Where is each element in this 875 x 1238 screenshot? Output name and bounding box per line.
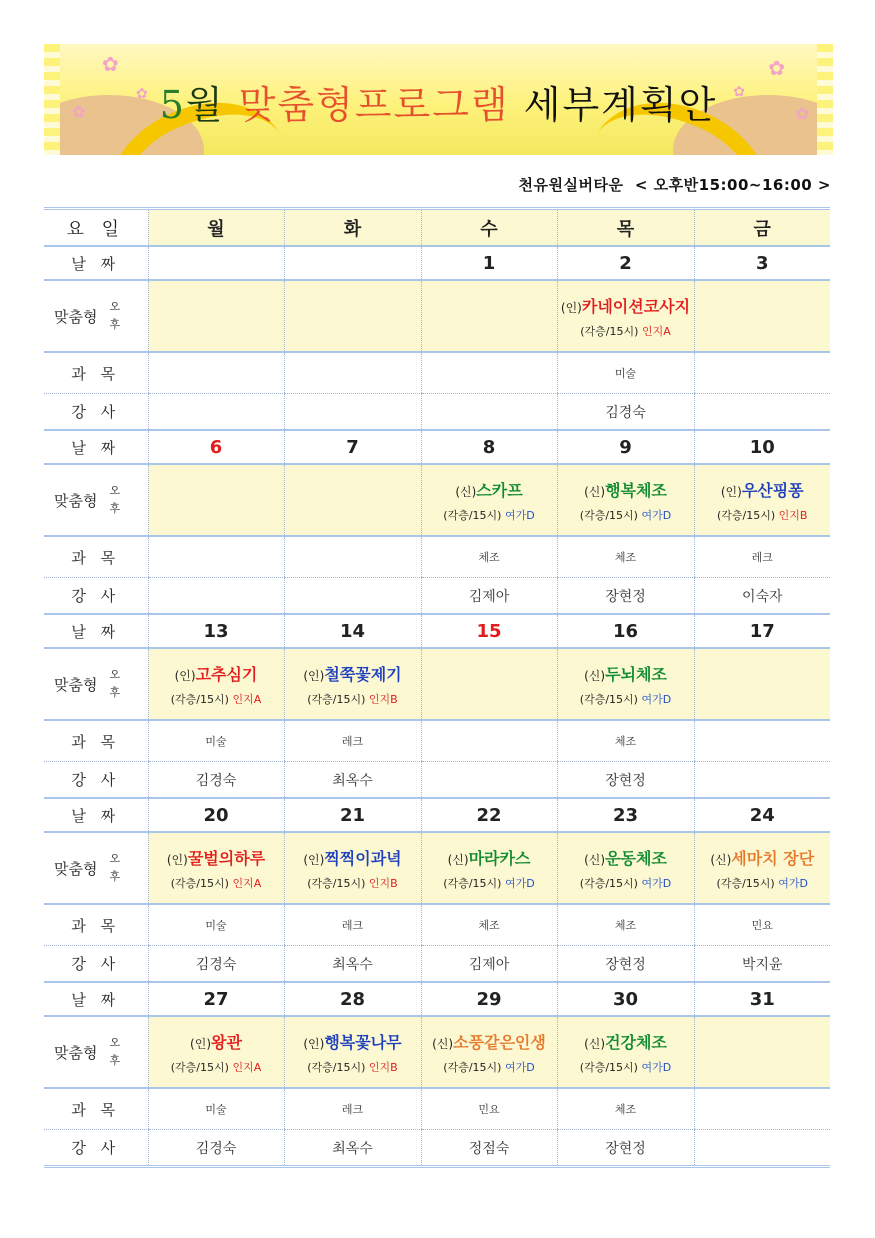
ampm-label [109, 1034, 119, 1070]
program-name: 소풍같은인생 [453, 1032, 546, 1052]
subject-cell: 체조 [557, 904, 694, 946]
instructor-cell [148, 578, 284, 615]
instructor-row-label: 강 사 [44, 946, 148, 983]
subject-cell: 체조 [421, 536, 557, 578]
weekday-fri: 금 [694, 209, 830, 247]
subject-cell [694, 1088, 830, 1130]
program-location-time: (각층/15시) [307, 692, 366, 706]
program-cell [421, 648, 557, 720]
program-cell [557, 464, 694, 536]
subject-cell: 미술 [148, 720, 284, 762]
instructor-cell: 박지윤 [694, 946, 830, 983]
program-category: 인지B [778, 508, 808, 522]
instructor-cell [694, 762, 830, 799]
program-title [558, 846, 694, 869]
program-location-time: (각층/15시) [443, 1060, 502, 1074]
schedule-table [44, 207, 830, 1168]
program-category: 여가D [504, 1060, 535, 1074]
date-cell: 1 [421, 246, 557, 280]
program-row-label [44, 280, 148, 352]
date-row-label: 날 짜 [44, 982, 148, 1016]
program-label-text: 맞춤형 [54, 675, 98, 694]
cherry-blossom-icon: ✿ [795, 104, 809, 123]
subject-cell [148, 352, 284, 394]
program-type: (인) [174, 668, 196, 683]
program-category: 여가D [641, 876, 672, 890]
instructor-cell: 김경숙 [557, 394, 694, 431]
ampm-top: 오 [109, 300, 121, 313]
program-name: 세마치 장단 [731, 848, 815, 868]
title-month-suffix: 월 [185, 83, 225, 127]
program-name: 우산핑퐁 [741, 480, 804, 500]
page-title [44, 74, 833, 129]
program-info [422, 875, 557, 891]
program-cell [284, 464, 421, 536]
program-name: 운동체조 [605, 848, 667, 868]
program-info [558, 323, 694, 339]
instructor-cell: 장현정 [557, 762, 694, 799]
program-title [558, 1030, 694, 1053]
program-label-group [44, 850, 148, 886]
instructor-row [44, 762, 830, 799]
date-row-label: 날 짜 [44, 614, 148, 648]
ampm-bottom: 후 [109, 686, 121, 699]
program-location-time: (각층/15시) [579, 1060, 638, 1074]
instructor-cell: 장현정 [557, 1130, 694, 1167]
instructor-cell: 장현정 [557, 946, 694, 983]
program-title [422, 1030, 557, 1053]
program-name: 카네이션코사지 [581, 296, 691, 316]
date-cell [148, 246, 284, 280]
program-location-time: (각층/15시) [579, 876, 638, 890]
subject-cell: 미술 [557, 352, 694, 394]
program-cell [421, 1016, 557, 1088]
program-type: (신) [455, 484, 477, 499]
instructor-row [44, 1130, 830, 1167]
instructor-cell: 장현정 [557, 578, 694, 615]
date-cell: 2 [557, 246, 694, 280]
date-row [44, 430, 830, 464]
program-type: (인) [720, 484, 742, 499]
instructor-row [44, 946, 830, 983]
program-location-time: (각층/15시) [170, 876, 229, 890]
date-cell: 17 [694, 614, 830, 648]
program-title [149, 662, 284, 685]
instructor-cell: 최옥수 [284, 946, 421, 983]
ampm-top: 오 [109, 852, 121, 865]
program-title [558, 478, 694, 501]
date-row [44, 614, 830, 648]
program-cell [557, 280, 694, 352]
program-info [695, 875, 831, 891]
instructor-cell: 정점숙 [421, 1130, 557, 1167]
program-info [149, 875, 284, 891]
program-cell [148, 280, 284, 352]
instructor-cell: 김경숙 [148, 1130, 284, 1167]
subject-cell: 체조 [557, 536, 694, 578]
subject-row [44, 720, 830, 762]
ampm-bottom: 후 [109, 318, 121, 331]
program-location-time: (각층/15시) [443, 508, 502, 522]
program-category: 인지A [232, 876, 262, 890]
program-title [149, 1030, 284, 1053]
subject-cell [421, 352, 557, 394]
ampm-label [109, 482, 119, 518]
program-type: (인) [560, 300, 582, 315]
ampm-label [109, 666, 119, 702]
program-cell [284, 280, 421, 352]
program-type: (신) [584, 484, 606, 499]
program-name: 마라카스 [468, 848, 531, 868]
subject-cell: 레크 [284, 720, 421, 762]
instructor-cell [421, 394, 557, 431]
program-info [558, 691, 694, 707]
program-location-time: (각층/15시) [307, 1060, 366, 1074]
subject-cell: 민요 [421, 1088, 557, 1130]
page-subtitle: 천유원실버타운 < 오후반15:00~16:00 > [518, 176, 831, 194]
program-location-time: (각층/15시) [716, 876, 775, 890]
program-title [422, 846, 557, 869]
program-title [695, 846, 831, 869]
instructor-cell [148, 394, 284, 431]
program-cell [421, 464, 557, 536]
program-cell [694, 648, 830, 720]
program-title [149, 846, 284, 869]
program-title [558, 294, 694, 317]
cherry-blossom-icon: ✿ [768, 56, 785, 80]
ampm-bottom: 후 [109, 870, 121, 883]
instructor-cell [284, 578, 421, 615]
instructor-cell: 김경숙 [148, 762, 284, 799]
program-type: (인) [303, 668, 325, 683]
date-cell: 7 [284, 430, 421, 464]
date-cell: 24 [694, 798, 830, 832]
program-cell [148, 648, 284, 720]
subject-cell [284, 352, 421, 394]
subject-cell [694, 720, 830, 762]
ampm-top: 오 [109, 1036, 121, 1049]
ampm-label [109, 298, 119, 334]
program-info [558, 507, 694, 523]
date-cell: 22 [421, 798, 557, 832]
program-info [285, 691, 421, 707]
program-location-time: (각층/15시) [307, 876, 366, 890]
program-info [422, 1059, 557, 1075]
program-title [558, 662, 694, 685]
title-program: 맞춤형프로그램 [238, 83, 510, 127]
program-row [44, 648, 830, 720]
weekday-wed: 수 [421, 209, 557, 247]
program-category: 여가D [504, 876, 535, 890]
subject-cell [421, 720, 557, 762]
program-row [44, 280, 830, 352]
program-name: 행복꽃나무 [324, 1032, 402, 1052]
subject-cell [284, 536, 421, 578]
program-row [44, 464, 830, 536]
subject-cell [694, 352, 830, 394]
program-cell [557, 832, 694, 904]
program-label-text: 맞춤형 [54, 491, 98, 510]
date-cell: 30 [557, 982, 694, 1016]
program-cell [557, 648, 694, 720]
date-cell: 10 [694, 430, 830, 464]
program-name: 스카프 [476, 480, 523, 500]
instructor-cell: 김경숙 [148, 946, 284, 983]
date-row-label: 날 짜 [44, 430, 148, 464]
subject-cell: 체조 [557, 1088, 694, 1130]
ampm-bottom: 후 [109, 1054, 121, 1067]
program-location-time: (각층/15시) [170, 692, 229, 706]
title-banner [44, 44, 833, 155]
instructor-row [44, 578, 830, 615]
date-row-label: 날 짜 [44, 246, 148, 280]
weekday-header-label: 요 일 [44, 209, 148, 247]
program-name: 꿀벌의하루 [187, 848, 266, 868]
program-category: 인지A [641, 324, 671, 338]
cherry-blossom-icon: ✿ [136, 86, 148, 102]
weekday-header-row [44, 209, 830, 247]
program-label-group [44, 298, 148, 334]
program-row-label [44, 1016, 148, 1088]
program-info [422, 507, 557, 523]
program-cell [148, 832, 284, 904]
date-row [44, 982, 830, 1016]
program-category: 인지B [368, 876, 398, 890]
instructor-cell [421, 762, 557, 799]
program-type: (신) [447, 852, 469, 867]
program-location-time: (각층/15시) [580, 324, 639, 338]
weekday-thu: 목 [557, 209, 694, 247]
date-row [44, 798, 830, 832]
program-info [149, 691, 284, 707]
date-cell: 21 [284, 798, 421, 832]
program-category: 인지A [232, 1060, 262, 1074]
date-cell: 15 [421, 614, 557, 648]
program-info [285, 875, 421, 891]
date-cell [284, 246, 421, 280]
date-cell: 28 [284, 982, 421, 1016]
ampm-bottom: 후 [109, 502, 121, 515]
subject-row-label: 과 목 [44, 904, 148, 946]
instructor-row-label: 강 사 [44, 1130, 148, 1167]
program-row-label [44, 648, 148, 720]
program-name: 행복체조 [605, 480, 667, 500]
program-cell [421, 832, 557, 904]
program-category: 인지B [368, 692, 398, 706]
program-cell [284, 1016, 421, 1088]
program-cell [284, 648, 421, 720]
subject-row-label: 과 목 [44, 352, 148, 394]
program-name: 고추심기 [195, 664, 258, 684]
weekday-tue: 화 [284, 209, 421, 247]
program-label-group [44, 666, 148, 702]
program-row-label [44, 832, 148, 904]
instructor-cell [694, 1130, 830, 1167]
date-cell: 6 [148, 430, 284, 464]
cherry-blossom-icon: ✿ [72, 102, 86, 121]
program-location-time: (각층/15시) [170, 1060, 229, 1074]
instructor-cell: 김제아 [421, 946, 557, 983]
program-row-label [44, 464, 148, 536]
cherry-blossom-icon: ✿ [102, 52, 119, 76]
ampm-top: 오 [109, 484, 121, 497]
instructor-cell [284, 394, 421, 431]
subject-row [44, 904, 830, 946]
program-info [149, 1059, 284, 1075]
program-row [44, 1016, 830, 1088]
program-type: (인) [190, 1036, 212, 1051]
subject-row [44, 536, 830, 578]
date-cell: 14 [284, 614, 421, 648]
program-name: 건강체조 [605, 1032, 667, 1052]
instructor-cell: 김제아 [421, 578, 557, 615]
date-cell: 3 [694, 246, 830, 280]
program-category: 여가D [504, 508, 535, 522]
date-cell: 20 [148, 798, 284, 832]
program-category: 여가D [641, 1060, 672, 1074]
program-label-group [44, 1034, 148, 1070]
program-cell [694, 832, 830, 904]
subject-cell [148, 536, 284, 578]
instructor-row-label: 강 사 [44, 578, 148, 615]
program-title [285, 1030, 421, 1053]
instructor-cell: 최옥수 [284, 762, 421, 799]
program-cell [421, 280, 557, 352]
program-cell [284, 832, 421, 904]
instructor-row-label: 강 사 [44, 762, 148, 799]
program-type: (신) [584, 1036, 606, 1051]
program-location-time: (각층/15시) [443, 876, 502, 890]
program-cell [694, 464, 830, 536]
program-category: 여가D [641, 692, 672, 706]
date-cell: 29 [421, 982, 557, 1016]
program-name: 두뇌체조 [605, 664, 667, 684]
instructor-cell: 이숙자 [694, 578, 830, 615]
date-cell: 31 [694, 982, 830, 1016]
instructor-cell: 최옥수 [284, 1130, 421, 1167]
program-category: 여가D [778, 876, 808, 890]
program-type: (인) [303, 852, 325, 867]
program-label-text: 맞춤형 [54, 307, 98, 326]
program-type: (인) [166, 852, 188, 867]
program-label-group [44, 482, 148, 518]
subject-cell: 미술 [148, 1088, 284, 1130]
program-type: (신) [432, 1036, 454, 1051]
program-row [44, 832, 830, 904]
ampm-label [109, 850, 119, 886]
program-name: 왕관 [211, 1032, 242, 1052]
instructor-row [44, 394, 830, 431]
program-title [285, 662, 421, 685]
date-cell: 8 [421, 430, 557, 464]
title-month-number: 5 [159, 83, 186, 127]
date-cell: 16 [557, 614, 694, 648]
program-info [285, 1059, 421, 1075]
cherry-blossom-icon: ✿ [733, 84, 745, 100]
subject-row-label: 과 목 [44, 1088, 148, 1130]
date-row-label: 날 짜 [44, 798, 148, 832]
program-title [695, 478, 831, 501]
program-location-time: (각층/15시) [579, 692, 638, 706]
subject-row-label: 과 목 [44, 536, 148, 578]
program-name: 철쭉꽃제기 [324, 664, 402, 684]
program-category: 인지A [232, 692, 262, 706]
program-info [558, 875, 694, 891]
date-cell: 13 [148, 614, 284, 648]
program-category: 여가D [641, 508, 672, 522]
subject-cell: 체조 [557, 720, 694, 762]
instructor-row-label: 강 사 [44, 394, 148, 431]
program-type: (신) [710, 852, 732, 867]
subject-row [44, 352, 830, 394]
subject-cell: 레크 [284, 1088, 421, 1130]
program-cell [694, 1016, 830, 1088]
subject-cell: 레크 [694, 536, 830, 578]
subject-cell: 미술 [148, 904, 284, 946]
program-location-time: (각층/15시) [717, 508, 776, 522]
date-cell: 9 [557, 430, 694, 464]
program-cell [148, 464, 284, 536]
program-title [422, 478, 557, 501]
subject-cell: 민요 [694, 904, 830, 946]
program-title [285, 846, 421, 869]
program-cell [557, 1016, 694, 1088]
date-cell: 23 [557, 798, 694, 832]
subject-cell: 레크 [284, 904, 421, 946]
subject-row [44, 1088, 830, 1130]
title-rest: 세부계획안 [523, 83, 718, 127]
program-type: (신) [584, 852, 606, 867]
subject-cell: 체조 [421, 904, 557, 946]
program-label-text: 맞춤형 [54, 1043, 98, 1062]
program-cell [694, 280, 830, 352]
program-info [695, 507, 831, 523]
program-cell [148, 1016, 284, 1088]
program-label-text: 맞춤형 [54, 859, 98, 878]
program-name: 찍찍이과녁 [324, 848, 402, 868]
date-cell: 27 [148, 982, 284, 1016]
program-type: (신) [584, 668, 606, 683]
weekday-mon: 월 [148, 209, 284, 247]
date-row [44, 246, 830, 280]
subject-row-label: 과 목 [44, 720, 148, 762]
program-category: 인지B [368, 1060, 398, 1074]
instructor-cell [694, 394, 830, 431]
ampm-top: 오 [109, 668, 121, 681]
program-location-time: (각층/15시) [579, 508, 638, 522]
program-type: (인) [303, 1036, 325, 1051]
program-info [558, 1059, 694, 1075]
